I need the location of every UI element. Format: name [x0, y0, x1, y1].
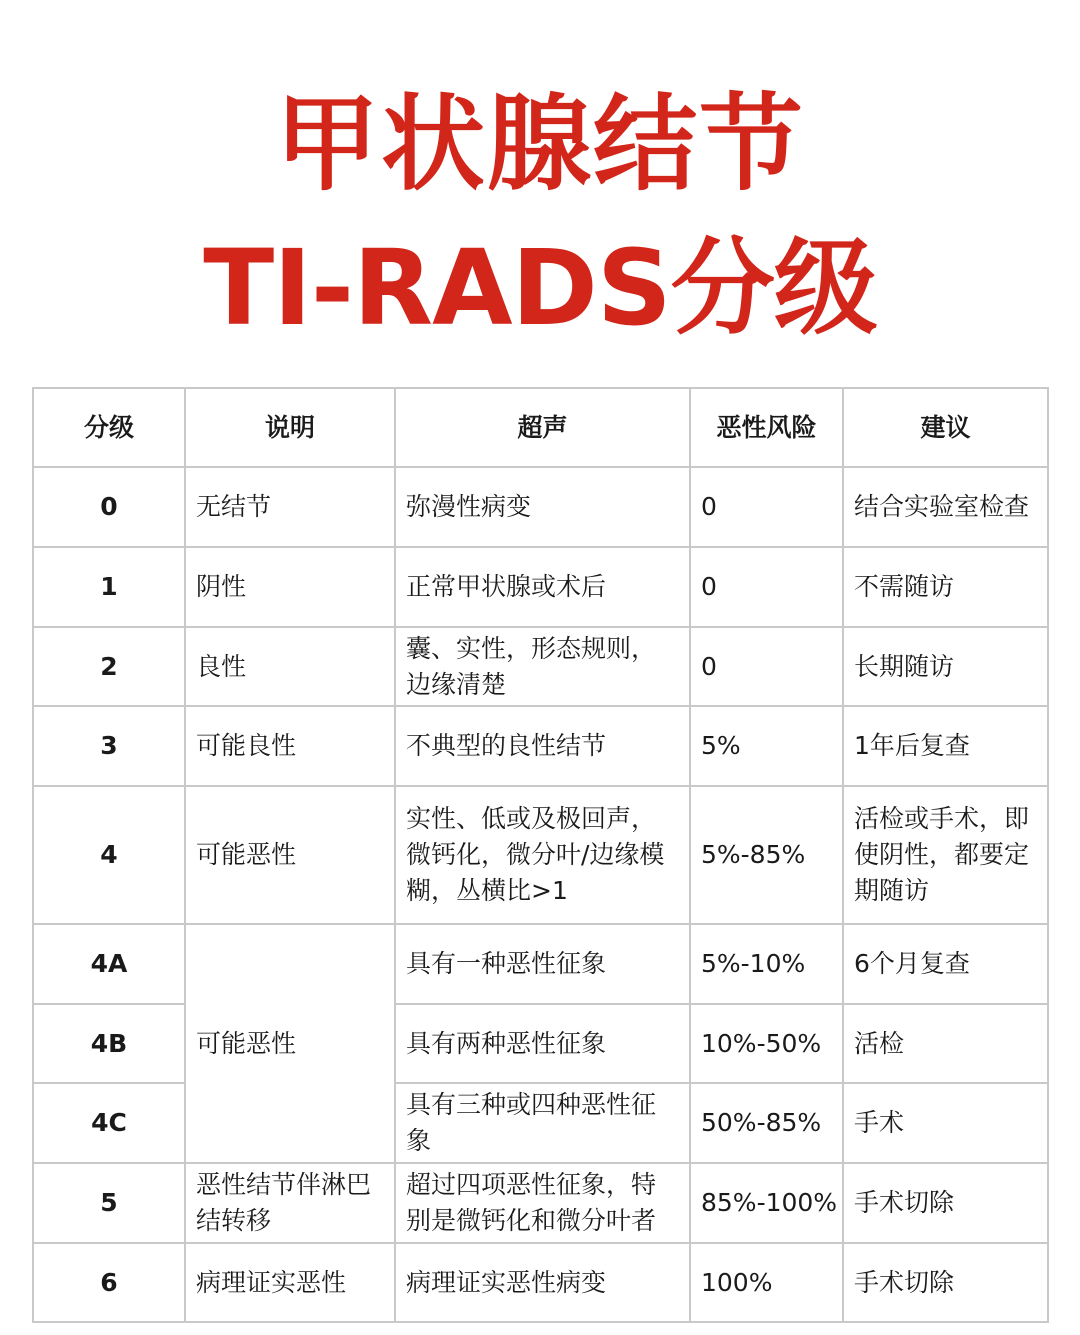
header-grade: 分级	[33, 388, 185, 467]
header-description: 说明	[185, 388, 395, 467]
cell-advice: 手术	[843, 1083, 1048, 1163]
cell-advice: 1年后复查	[843, 706, 1048, 786]
cell-risk: 10%-50%	[690, 1004, 843, 1083]
table-row	[33, 706, 1048, 786]
table-row	[33, 1163, 1048, 1243]
cell-grade: 5	[33, 1163, 185, 1243]
cell-ultrasound: 超过四项恶性征象，特别是微钙化和微分叶者	[395, 1163, 690, 1243]
cell-grade: 4C	[33, 1083, 185, 1163]
cell-ultrasound: 正常甲状腺或术后	[395, 547, 690, 627]
cell-grade: 2	[33, 627, 185, 706]
cell-risk: 5%-85%	[690, 786, 843, 924]
page-title: 甲状腺结节	[274, 83, 805, 205]
cell-ultrasound: 具有一种恶性征象	[395, 924, 690, 1004]
page-subtitle: TI-RADS分级	[203, 227, 877, 349]
cell-ultrasound: 不典型的良性结节	[395, 706, 690, 786]
cell-ultrasound: 病理证实恶性病变	[395, 1243, 690, 1322]
cell-description: 可能恶性	[185, 786, 395, 924]
cell-advice: 手术切除	[843, 1163, 1048, 1243]
cell-grade: 3	[33, 706, 185, 786]
cell-description: 可能良性	[185, 706, 395, 786]
table-row	[33, 467, 1048, 547]
cell-description: 良性	[185, 627, 395, 706]
cell-risk: 5%	[690, 706, 843, 786]
cell-ultrasound: 具有三种或四种恶性征象	[395, 1083, 690, 1163]
cell-risk: 50%-85%	[690, 1083, 843, 1163]
cell-risk: 100%	[690, 1243, 843, 1322]
cell-advice: 结合实验室检查	[843, 467, 1048, 547]
cell-advice: 不需随访	[843, 547, 1048, 627]
cell-risk: 0	[690, 627, 843, 706]
cell-risk: 0	[690, 547, 843, 627]
table-row	[33, 547, 1048, 627]
header-advice: 建议	[843, 388, 1048, 467]
table-row	[33, 627, 1048, 706]
cell-description: 无结节	[185, 467, 395, 547]
cell-description: 阴性	[185, 547, 395, 627]
cell-advice: 长期随访	[843, 627, 1048, 706]
cell-advice: 手术切除	[843, 1243, 1048, 1322]
header-ultrasound: 超声	[395, 388, 690, 467]
cell-risk: 85%-100%	[690, 1163, 843, 1243]
cell-grade: 6	[33, 1243, 185, 1322]
cell-grade: 4	[33, 786, 185, 924]
cell-grade: 0	[33, 467, 185, 547]
cell-ultrasound: 具有两种恶性征象	[395, 1004, 690, 1083]
cell-risk: 5%-10%	[690, 924, 843, 1004]
cell-grade: 1	[33, 547, 185, 627]
cell-risk: 0	[690, 467, 843, 547]
tirads-table	[32, 387, 1049, 1323]
table-row	[33, 924, 1048, 1004]
cell-ultrasound: 实性、低或及极回声，微钙化，微分叶/边缘模糊，丛横比>1	[395, 786, 690, 924]
cell-ultrasound: 囊、实性，形态规则，边缘清楚	[395, 627, 690, 706]
cell-grade: 4A	[33, 924, 185, 1004]
table-row	[33, 1243, 1048, 1322]
cell-description-merged: 可能恶性	[185, 924, 395, 1163]
header-malignancy-risk: 恶性风险	[690, 388, 843, 467]
cell-advice: 活检	[843, 1004, 1048, 1083]
cell-ultrasound: 弥漫性病变	[395, 467, 690, 547]
cell-description: 恶性结节伴淋巴结转移	[185, 1163, 395, 1243]
table-header-row	[33, 388, 1048, 467]
table-row	[33, 786, 1048, 924]
cell-grade: 4B	[33, 1004, 185, 1083]
cell-advice: 6个月复查	[843, 924, 1048, 1004]
cell-description: 病理证实恶性	[185, 1243, 395, 1322]
cell-advice: 活检或手术，即使阴性，都要定期随访	[843, 786, 1048, 924]
